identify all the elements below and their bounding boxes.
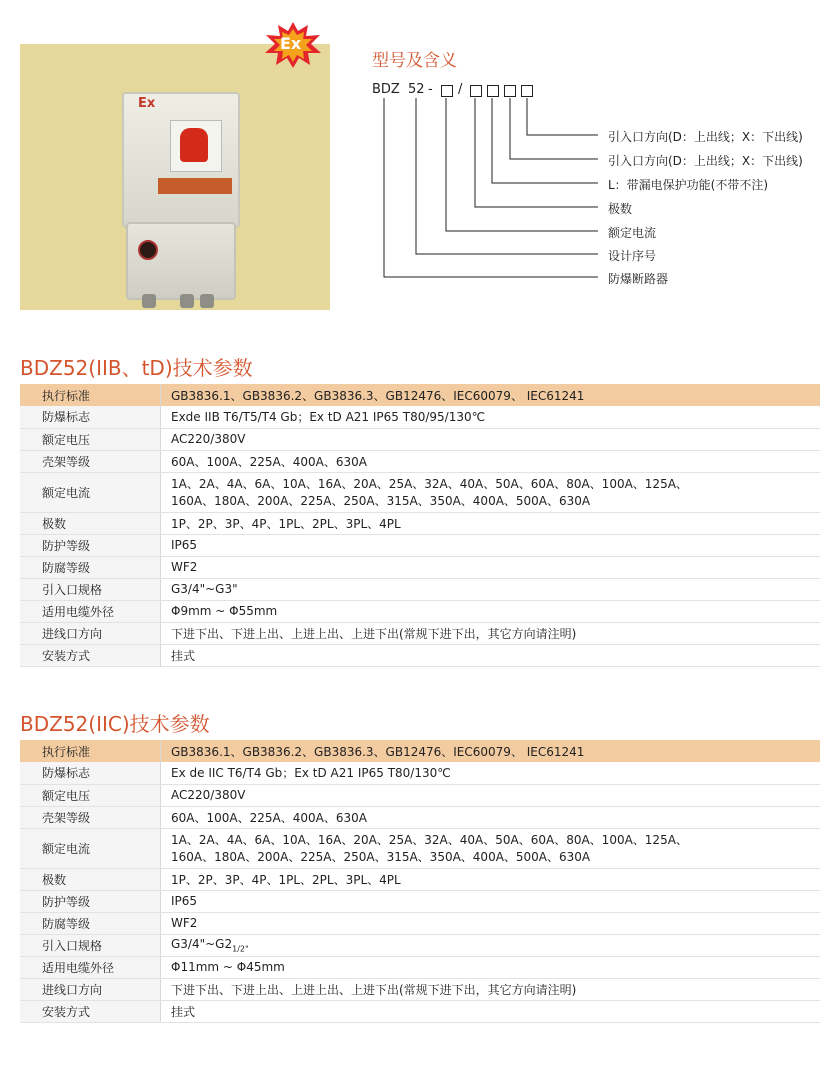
entry-spec-fraction: 1/2" [232,944,249,954]
row-value: IP65 [161,890,821,912]
table-row [20,534,820,556]
rated-current-line-1: 1A、2A、4A、6A、10A、16A、20A、25A、32A、40A、50A、60A、80A、100A、125A、 [171,833,688,847]
table-row [20,600,820,622]
enclosure-ex-mark: Ex [138,96,156,111]
section-title-iib: BDZ52(IIB、tD)技术参数 [20,356,253,380]
row-value: 60A、100A、225A、400A、630A [161,450,821,472]
row-value: Exde IIB T6/T5/T4 Gb；Ex tD A21 IP65 T80/95/130℃ [161,406,821,428]
row-key: 防腐等级 [20,556,161,578]
section-title-iic: BDZ52(IIC)技术参数 [20,712,210,736]
meaning-poles: 极数 [608,202,633,216]
row-value: WF2 [161,556,821,578]
rated-current-line-2: 160A、180A、200A、225A、250A、315A、350A、400A、500A、630A [171,494,591,508]
row-key: 额定电压 [20,428,161,450]
table-row [20,956,820,978]
row-key: 引入口规格 [20,578,161,600]
row-key: 引入口规格 [20,934,161,956]
model-leader-lines [0,0,840,300]
table-row [20,762,820,784]
row-value [161,472,821,512]
row-value [161,828,821,868]
table-row [20,784,820,806]
row-value: WF2 [161,912,821,934]
entry-spec-main: G3/4"~G2 [171,936,233,951]
row-value: AC220/380V [161,784,821,806]
meaning-breaker: 防爆断路器 [608,272,669,286]
table-row [20,978,820,1000]
table-row [20,890,820,912]
row-value: Φ9mm ~ Φ55mm [161,600,821,622]
table-row [20,868,820,890]
row-value: G3/4"~G3" [161,578,821,600]
row-key: 极数 [20,512,161,534]
spec-table-iib [20,384,820,667]
row-value: 60A、100A、225A、400A、630A [161,806,821,828]
row-value: GB3836.1、GB3836.2、GB3836.3、GB12476、IEC60079、 IEC61241 [161,740,821,762]
table-row [20,578,820,600]
meaning-leakage: L：带漏电保护功能(不带不注) [608,178,769,192]
row-key: 防护等级 [20,534,161,556]
table-row [20,644,820,666]
row-key: 防腐等级 [20,912,161,934]
row-value [161,934,821,956]
table-row [20,828,820,868]
code-dash: - [428,82,433,97]
table-row [20,622,820,644]
row-value: Ex de IIC T6/T4 Gb；Ex tD A21 IP65 T80/130℃ [161,762,821,784]
row-key: 防护等级 [20,890,161,912]
row-value: GB3836.1、GB3836.2、GB3836.3、GB12476、IEC60079、 IEC61241 [161,384,821,406]
row-key: 进线口方向 [20,622,161,644]
row-value: 1P、2P、3P、4P、1PL、2PL、3PL、4PL [161,512,821,534]
row-key: 进线口方向 [20,978,161,1000]
table-row [20,472,820,512]
row-key: 安装方式 [20,1000,161,1022]
table-row [20,384,820,406]
table-row [20,1000,820,1022]
table-row [20,428,820,450]
meaning-direction-1: 引入口方向(D：上出线；X：下出线) [608,130,803,144]
row-value: Φ11mm ~ Φ45mm [161,956,821,978]
row-value: 挂式 [161,644,821,666]
table-row [20,406,820,428]
table-row [20,556,820,578]
row-key: 执行标准 [20,740,161,762]
code-prefix: BDZ [372,82,400,97]
row-key: 适用电缆外径 [20,600,161,622]
rated-current-line-1: 1A、2A、4A、6A、10A、16A、20A、25A、32A、40A、50A、60A、80A、100A、125A、 [171,477,688,491]
row-key: 执行标准 [20,384,161,406]
table-row [20,512,820,534]
row-key: 适用电缆外径 [20,956,161,978]
row-key: 极数 [20,868,161,890]
code-series: 52 [408,82,425,97]
row-key: 防爆标志 [20,406,161,428]
rated-current-line-2: 160A、180A、200A、225A、250A、315A、350A、400A、500A、630A [171,850,591,864]
row-value: 下进下出、下进上出、上进上出、上进下出(常规下进下出，其它方向请注明) [161,622,821,644]
table-row [20,934,820,956]
row-value: IP65 [161,534,821,556]
meaning-rated-current: 额定电流 [608,226,657,240]
row-value: 1P、2P、3P、4P、1PL、2PL、3PL、4PL [161,868,821,890]
meaning-design-number: 设计序号 [608,249,657,263]
row-key: 壳架等级 [20,450,161,472]
row-value: 下进下出、下进上出、上进上出、上进下出(常规下进下出，其它方向请注明) [161,978,821,1000]
code-slash: / [458,82,463,97]
table-row [20,450,820,472]
row-value: AC220/380V [161,428,821,450]
row-key: 安装方式 [20,644,161,666]
spec-table-iic [20,740,820,1023]
table-row [20,806,820,828]
row-key: 壳架等级 [20,806,161,828]
row-key: 额定电流 [20,472,161,512]
row-key: 防爆标志 [20,762,161,784]
model-title: 型号及含义 [372,51,457,71]
table-row [20,912,820,934]
row-key: 额定电流 [20,828,161,868]
row-key: 额定电压 [20,784,161,806]
meaning-direction-2: 引入口方向(D：上出线；X：下出线) [608,154,803,168]
ex-badge-text: Ex [280,34,302,53]
row-value: 挂式 [161,1000,821,1022]
table-row [20,740,820,762]
